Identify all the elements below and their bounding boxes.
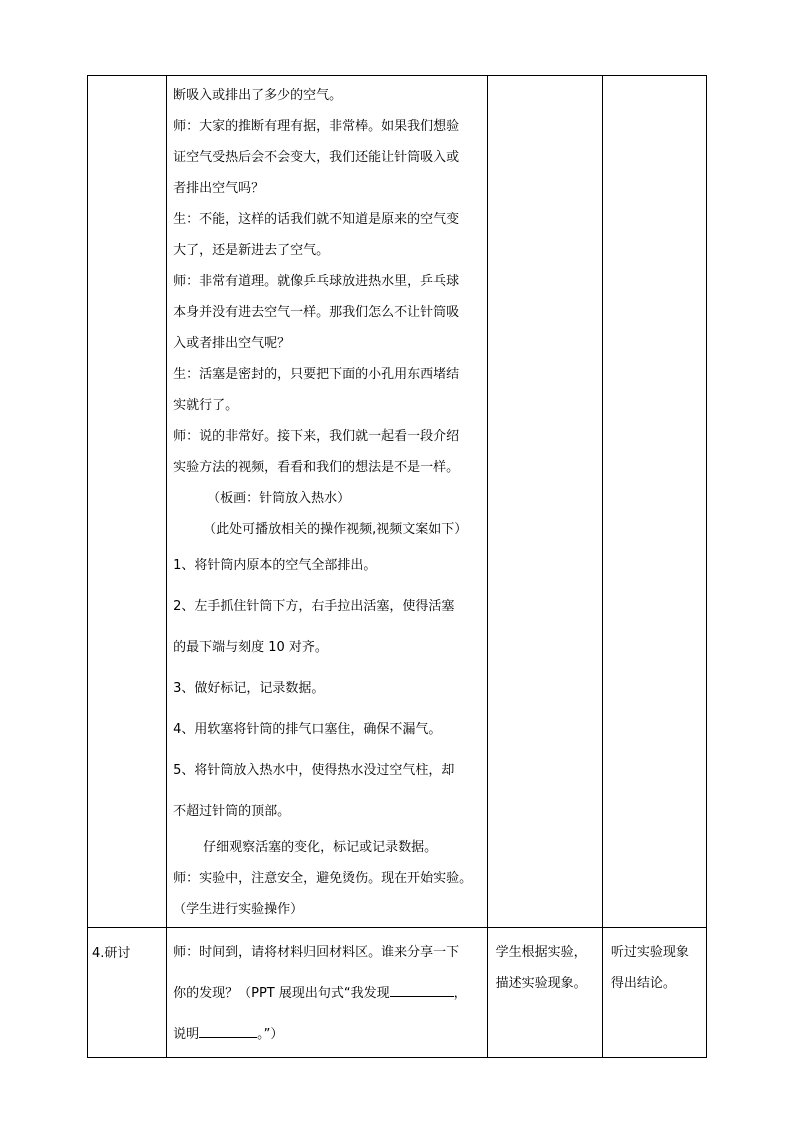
teaching-process-cell bbox=[167, 76, 488, 928]
board-drawing-note: （板画：针筒放入热水） bbox=[207, 491, 351, 506]
video-note: （此处可播放相关的操作视频,视频文案如下） bbox=[203, 522, 468, 537]
text-line: 学生根据实验， bbox=[495, 945, 587, 960]
text-fragment: 说明 bbox=[173, 1027, 200, 1042]
text-line: 师：非常有道理。就像乒乓球放进热水里，乒乓球 bbox=[173, 274, 460, 289]
text-line: 本身并没有进去空气一样。那我们怎么不让针筒吸 bbox=[173, 305, 460, 320]
stage-label: 4.研讨 bbox=[92, 946, 131, 961]
student-activity-cell bbox=[487, 928, 602, 1058]
text-line: 仔细观察活塞的变化，标记或记录数据。 bbox=[203, 840, 438, 855]
text-line: 听过实验现象 bbox=[610, 945, 689, 960]
text-line: 大了，还是新进去了空气。 bbox=[173, 243, 330, 258]
text-line: 得出结论。 bbox=[610, 976, 676, 991]
step-line: 2、左手抓住针筒下方，右手拉出活塞，使得活塞 bbox=[173, 599, 455, 614]
text-line: 者排出空气吗？ bbox=[173, 181, 265, 196]
text-line: 师：时间到，请将材料归回材料区。谁来分享一下 bbox=[173, 945, 460, 960]
stage-cell bbox=[88, 928, 167, 1058]
text-line: 描述实验现象。 bbox=[495, 976, 587, 991]
text-line: 实就行了。 bbox=[173, 398, 239, 413]
text-line: 师：大家的推断有理有据，非常棒。如果我们想验 bbox=[173, 119, 460, 134]
lesson-plan-table bbox=[87, 75, 707, 1058]
design-intent-cell bbox=[602, 928, 706, 1058]
stage-cell-empty bbox=[88, 76, 167, 928]
fill-in-blank bbox=[390, 984, 454, 997]
text-line bbox=[173, 973, 487, 1014]
step-line: 的最下端与刻度 10 对齐。 bbox=[173, 640, 328, 655]
step-line: 5、将针筒放入热水中，使得热水没过空气柱，却 bbox=[173, 763, 455, 778]
table-row-experiment bbox=[88, 76, 707, 928]
text-fragment: 。”） bbox=[257, 1027, 284, 1042]
student-activity-cell-empty bbox=[487, 76, 602, 928]
step-line: 4、用软塞将针筒的排气口塞住，确保不漏气。 bbox=[173, 722, 442, 737]
table-row-discussion bbox=[88, 928, 707, 1058]
text-fragment: ， bbox=[453, 986, 467, 1001]
text-fragment: 你的发现？（PPT 展现出句式“我发现 bbox=[173, 986, 390, 1001]
design-intent-cell-empty bbox=[602, 76, 706, 928]
text-line: 生：活塞是密封的，只要把下面的小孔用东西堵结 bbox=[173, 367, 460, 382]
text-line: 生：不能，这样的话我们就不知道是原来的空气变 bbox=[173, 212, 460, 227]
text-line: 师：说的非常好。接下来，我们就一起看一段介绍 bbox=[173, 429, 460, 444]
step-line: 3、做好标记，记录数据。 bbox=[173, 681, 325, 696]
text-line: 证空气受热后会不会变大，我们还能让针筒吸入或 bbox=[173, 150, 460, 165]
step-line: 不超过针筒的顶部。 bbox=[173, 804, 291, 819]
fill-in-blank bbox=[199, 1025, 257, 1038]
text-line bbox=[173, 1014, 487, 1055]
text-line: （学生进行实验操作） bbox=[173, 902, 304, 917]
text-line: 入或者排出空气呢？ bbox=[173, 336, 291, 351]
text-line: 断吸入或排出了多少的空气。 bbox=[173, 88, 343, 103]
text-line: 师：实验中，注意安全，避免烫伤。现在开始实验。 bbox=[173, 871, 473, 886]
teaching-process-cell bbox=[167, 928, 488, 1058]
text-line: 实验方法的视频，看看和我们的想法是不是一样。 bbox=[173, 460, 460, 475]
step-line: 1、将针筒内原本的空气全部排出。 bbox=[173, 558, 377, 573]
